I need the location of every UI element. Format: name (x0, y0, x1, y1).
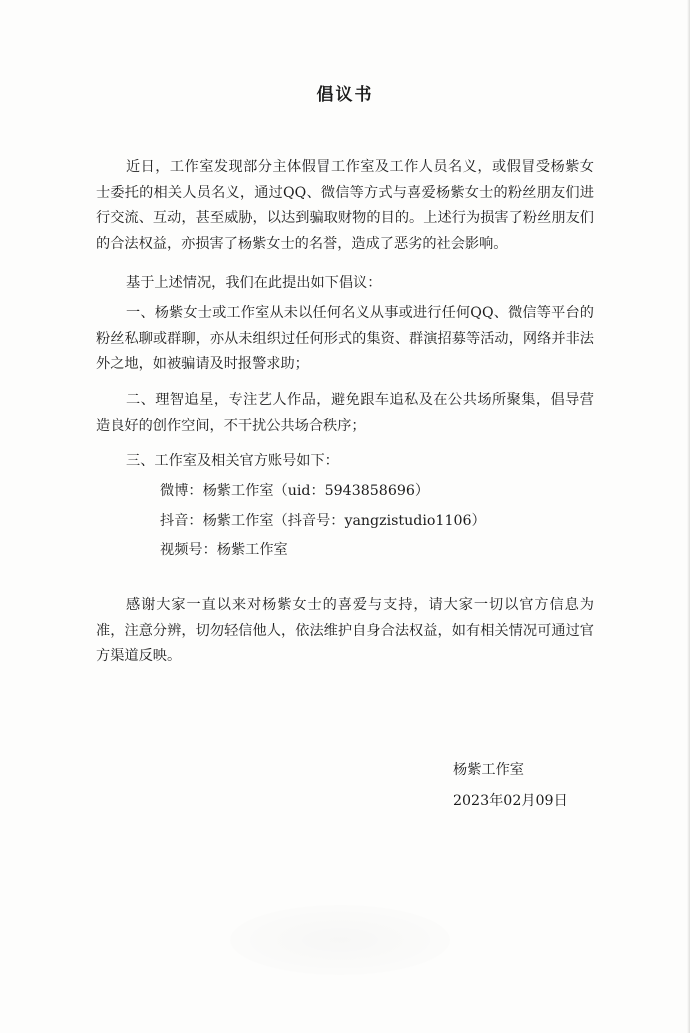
proposal-item-1: 一、杨紫女士或工作室从未以任何名义从事或进行任何QQ、微信等平台的粉丝私聊或群聊，亦从未组织过任何形式的集资、群演招募等活动，网络并非法外之地，如被骗请及时报警求助； (96, 305, 594, 372)
signature-date: 2023年02月09日 (453, 793, 568, 809)
account-douyin: 抖音：杨紫工作室（抖音号：yangzistudio1106） (160, 513, 486, 529)
proposal-item-3: 三、工作室及相关官方账号如下： (126, 453, 339, 469)
intro-paragraph: 近日，工作室发现部分主体假冒工作室及工作人员名义，或假冒受杨紫女士委托的相关人员名义，通过QQ、微信等方式与喜爱杨紫女士的粉丝朋友们进行交流、互动，甚至威胁，以达到骗取财物的目的。上述行为损害了粉丝朋友们的合法权益，亦损害了杨紫女士的名誉，造成了恶劣的社会影响。 (96, 159, 594, 252)
basis-paragraph: 基于上述情况，我们在此提出如下倡议： (126, 275, 382, 291)
account-video: 视频号：杨紫工作室 (160, 542, 288, 558)
signature-org: 杨紫工作室 (453, 762, 524, 778)
account-weibo: 微博：杨紫工作室（uid：5943858696） (160, 483, 430, 499)
closing-paragraph: 感谢大家一直以来对杨紫女士的喜爱与支持，请大家一切以官方信息为准，注意分辨，切勿轻信他人，依法维护自身合法权益，如有相关情况可通过官方渠道反映。 (96, 597, 594, 664)
document-title: 倡议书 (316, 85, 374, 105)
scan-smudge (230, 905, 450, 975)
proposal-item-2: 二、理智追星，专注艺人作品，避免跟车追私及在公共场所聚集，倡导营造良好的创作空间，不干扰公共场合秩序； (96, 392, 594, 434)
